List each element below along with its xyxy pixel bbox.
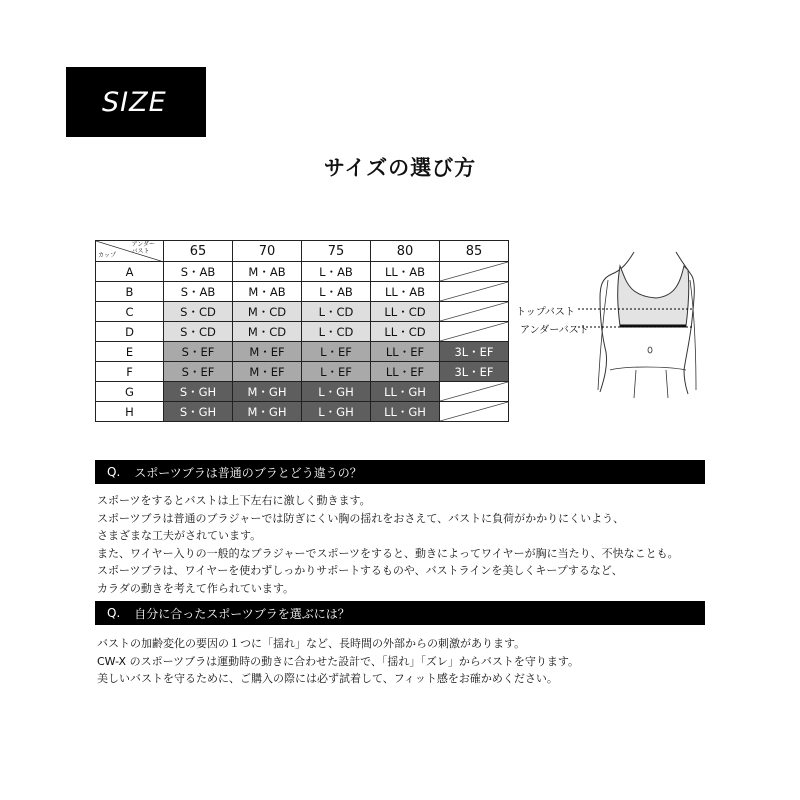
- size-cell: LL・CD: [371, 302, 440, 322]
- qa-question: 自分に合ったスポーツブラを選ぶには？: [134, 606, 350, 621]
- cup-label: F: [96, 362, 164, 382]
- table-row: [96, 382, 509, 402]
- cup-label: A: [96, 262, 164, 282]
- size-cell: S・AB: [164, 262, 233, 282]
- column-header: 85: [440, 241, 509, 262]
- size-cell: M・GH: [233, 382, 302, 402]
- torso-illustration: [516, 240, 716, 400]
- size-cell: 3L・EF: [440, 342, 509, 362]
- size-cell: L・CD: [302, 302, 371, 322]
- size-cell: S・CD: [164, 322, 233, 342]
- underbust-header: [131, 241, 155, 255]
- cup-label: B: [96, 282, 164, 302]
- size-cell: L・GH: [302, 382, 371, 402]
- size-cell-unavailable: [440, 262, 509, 282]
- size-cell: LL・GH: [371, 402, 440, 422]
- size-cell: S・CD: [164, 302, 233, 322]
- size-cell: L・EF: [302, 342, 371, 362]
- qa-question: スポーツブラは普通のブラとどう違うの？: [134, 465, 362, 480]
- size-cell: LL・GH: [371, 382, 440, 402]
- table-row: [96, 342, 509, 362]
- size-cell: L・EF: [302, 362, 371, 382]
- cup-label: E: [96, 342, 164, 362]
- table-corner-cell: [96, 241, 164, 262]
- cup-label: G: [96, 382, 164, 402]
- size-cell: S・AB: [164, 282, 233, 302]
- size-cell: L・GH: [302, 402, 371, 422]
- top-bust-label: トップバスト: [516, 307, 575, 318]
- size-cell-unavailable: [440, 302, 509, 322]
- qa-header-1: [95, 460, 705, 484]
- size-cell: 3L・EF: [440, 362, 509, 382]
- answer-line: スポーツブラは、ワイヤーを使わずしっかりサポートするものや、バストラインを美しくキープするなど、: [97, 564, 623, 577]
- cup-header: カップ: [98, 252, 116, 259]
- size-cell: M・EF: [233, 362, 302, 382]
- table-row: [96, 262, 509, 282]
- size-cell: S・EF: [164, 342, 233, 362]
- size-cell-unavailable: [440, 402, 509, 422]
- qa-q-marker: Q.: [107, 606, 121, 620]
- size-cell: L・AB: [302, 262, 371, 282]
- size-cell: M・GH: [233, 402, 302, 422]
- size-cell: L・CD: [302, 322, 371, 342]
- table-row: [96, 282, 509, 302]
- size-cell: M・AB: [233, 262, 302, 282]
- under-bust-label: アンダーバスト: [520, 325, 589, 336]
- answer-line: スポーツをするとバストは上下左右に激しく動きます。: [97, 494, 371, 507]
- size-cell: M・EF: [233, 342, 302, 362]
- size-cell: M・AB: [233, 282, 302, 302]
- column-header: 80: [371, 241, 440, 262]
- body-measurement-figure: [516, 240, 716, 400]
- page-title: サイズの選び方: [323, 156, 477, 180]
- answer-line: 美しいバストを守るために、ご購入の際には必ず試着して、フィット感をお確かめください。: [97, 672, 558, 685]
- table-row: [96, 362, 509, 382]
- cup-label: C: [96, 302, 164, 322]
- size-cell-unavailable: [440, 282, 509, 302]
- size-cell: S・EF: [164, 362, 233, 382]
- answer-line: さまざまな工夫がされています。: [97, 529, 262, 542]
- column-header: 75: [302, 241, 371, 262]
- underbust-header-line: アンダー: [131, 241, 155, 248]
- size-banner: [66, 67, 206, 137]
- underbust-header-line: バスト: [131, 248, 150, 255]
- answer-line: カラダの動きを考えて作られています。: [97, 581, 295, 595]
- size-chart-table: [95, 240, 509, 422]
- qa-q-marker: Q.: [107, 465, 121, 479]
- column-header: 70: [233, 241, 302, 262]
- column-header: 65: [164, 241, 233, 262]
- size-cell-unavailable: [440, 382, 509, 402]
- size-cell: S・GH: [164, 382, 233, 402]
- size-cell-unavailable: [440, 322, 509, 342]
- cup-label: D: [96, 322, 164, 342]
- answer-line: CW-X のスポーツブラは運動時の動きに合わせた設計で、「揺れ」「ズレ」からバストを守ります。: [97, 654, 580, 668]
- size-cell: L・AB: [302, 282, 371, 302]
- table-row: [96, 322, 509, 342]
- size-cell: LL・EF: [371, 342, 440, 362]
- banner-title: SIZE: [102, 86, 167, 118]
- size-cell: LL・AB: [371, 282, 440, 302]
- size-cell: LL・CD: [371, 322, 440, 342]
- answer-line: スポーツブラは普通のブラジャーでは防ぎにくい胸の揺れをおさえて、バストに負荷がかかりにくいよう、: [97, 511, 625, 525]
- size-cell: M・CD: [233, 302, 302, 322]
- answer-line: バストの加齢変化の要因の１つに「揺れ」など、長時間の外部からの刺激があります。: [97, 637, 526, 650]
- table-row: [96, 302, 509, 322]
- size-cell: LL・EF: [371, 362, 440, 382]
- table-row: [96, 402, 509, 422]
- size-cell: S・GH: [164, 402, 233, 422]
- answer-line: また、ワイヤー入りの一般的なブラジャーでスポーツをすると、動きによってワイヤーが胸に当たり、不快なことも。: [97, 546, 679, 560]
- size-cell: M・CD: [233, 322, 302, 342]
- qa-answer-2: [97, 635, 717, 688]
- qa-answer-1: [97, 492, 717, 597]
- cup-label: H: [96, 402, 164, 422]
- qa-header-2: [95, 601, 705, 625]
- size-cell: LL・AB: [371, 262, 440, 282]
